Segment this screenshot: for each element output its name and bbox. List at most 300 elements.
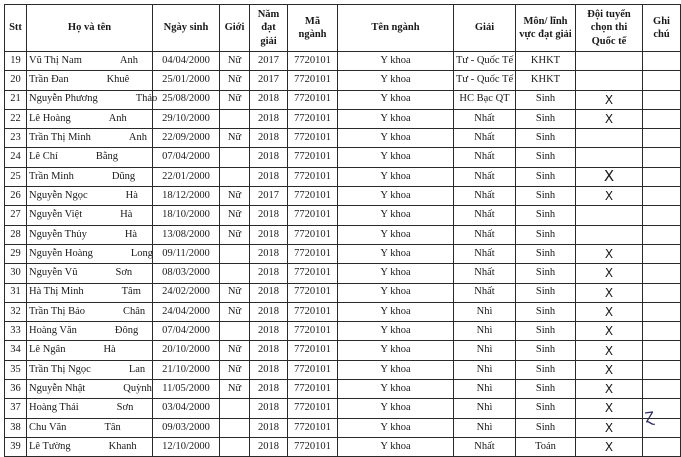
- cell-ma-nganh: 7720101: [288, 283, 338, 302]
- table-row: [5, 52, 681, 71]
- cell-giai: Nhất: [454, 225, 516, 244]
- cell-ten-nganh: Y khoa: [338, 437, 454, 456]
- cell-ten-nganh: Y khoa: [338, 167, 454, 186]
- header-doi-tuyen: Đội tuyển chọn thi Quốc tế: [576, 5, 643, 52]
- ten: Thảo: [135, 93, 158, 105]
- cell-doi-tuyen: X: [576, 341, 643, 360]
- header-giai: Giải: [454, 5, 516, 52]
- cell-ghi-chu: [643, 225, 681, 244]
- cell-gioi: [220, 244, 250, 263]
- cell-stt: 35: [5, 360, 27, 379]
- cell-nam: 2018: [250, 437, 288, 456]
- cell-nam: 2018: [250, 129, 288, 148]
- ho-dem: Lê Tường: [29, 440, 71, 452]
- ten: Hà: [124, 228, 138, 240]
- cell-ten-nganh: Y khoa: [338, 109, 454, 128]
- ten: Hà: [103, 344, 116, 356]
- cell-nam: 2018: [250, 341, 288, 360]
- cell-ngay-sinh: 24/02/2000: [153, 283, 220, 302]
- table-row: [5, 264, 681, 283]
- cell-ten-nganh: Y khoa: [338, 244, 454, 263]
- cell-ma-nganh: 7720101: [288, 322, 338, 341]
- table-row: [5, 206, 681, 225]
- cell-mon: Sinh: [516, 187, 576, 206]
- cell-ma-nganh: 7720101: [288, 399, 338, 418]
- table-row: [5, 225, 681, 244]
- cell-nam: 2018: [250, 167, 288, 186]
- cell-doi-tuyen: X: [576, 264, 643, 283]
- cell-ho-ten: [27, 341, 153, 360]
- ten: Anh: [108, 112, 127, 124]
- cell-gioi: Nữ: [220, 380, 250, 399]
- cell-mon: Sinh: [516, 206, 576, 225]
- cell-stt: 32: [5, 302, 27, 321]
- cell-ten-nganh: Y khoa: [338, 418, 454, 437]
- cell-gioi: [220, 148, 250, 167]
- cell-ten-nganh: Y khoa: [338, 71, 454, 90]
- cell-ghi-chu: [643, 90, 681, 109]
- table-row: [5, 109, 681, 128]
- ten: Sơn: [115, 267, 133, 279]
- table-row: [5, 322, 681, 341]
- cell-mon: Sinh: [516, 341, 576, 360]
- cell-ten-nganh: Y khoa: [338, 264, 454, 283]
- cell-ho-ten: [27, 380, 153, 399]
- cell-gioi: Nữ: [220, 283, 250, 302]
- cell-nam: 2018: [250, 264, 288, 283]
- cell-ma-nganh: 7720101: [288, 418, 338, 437]
- cell-giai: Tư - Quốc Tế: [454, 71, 516, 90]
- cell-stt: 22: [5, 109, 27, 128]
- table-row: [5, 341, 681, 360]
- page-mark-handwritten: Ɀ: [643, 409, 656, 427]
- cell-doi-tuyen: [576, 148, 643, 167]
- ho-dem: Trần Thị Minh: [29, 132, 91, 144]
- cell-nam: 2018: [250, 380, 288, 399]
- cell-ma-nganh: 7720101: [288, 148, 338, 167]
- cell-doi-tuyen: [576, 129, 643, 148]
- cell-nam: 2018: [250, 418, 288, 437]
- cell-stt: 38: [5, 418, 27, 437]
- cell-ma-nganh: 7720101: [288, 302, 338, 321]
- cell-gioi: Nữ: [220, 71, 250, 90]
- cell-gioi: [220, 322, 250, 341]
- cell-ho-ten: [27, 283, 153, 302]
- ten: Anh: [128, 132, 147, 144]
- cell-doi-tuyen: [576, 225, 643, 244]
- header-gioi: Giới: [220, 5, 250, 52]
- cell-doi-tuyen: X: [576, 399, 643, 418]
- ten: Đông: [114, 325, 139, 337]
- table-row: [5, 399, 681, 418]
- table-row: [5, 360, 681, 379]
- cell-mon: Sinh: [516, 399, 576, 418]
- table-row: [5, 437, 681, 456]
- cell-nam: 2018: [250, 148, 288, 167]
- cell-gioi: [220, 167, 250, 186]
- table-body: [5, 52, 681, 457]
- cell-doi-tuyen: X: [576, 283, 643, 302]
- cell-ngay-sinh: 13/08/2000: [153, 225, 220, 244]
- cell-ten-nganh: Y khoa: [338, 129, 454, 148]
- table-row: [5, 167, 681, 186]
- cell-mon: Sinh: [516, 418, 576, 437]
- table-row: [5, 71, 681, 90]
- cell-ghi-chu: [643, 437, 681, 456]
- table-row: [5, 90, 681, 109]
- cell-mon: Sinh: [516, 322, 576, 341]
- ten: Khanh: [108, 440, 137, 452]
- cell-ho-ten: [27, 225, 153, 244]
- cell-ho-ten: [27, 322, 153, 341]
- cell-nam: 2017: [250, 187, 288, 206]
- cell-giai: Nhì: [454, 380, 516, 399]
- cell-ngay-sinh: 08/03/2000: [153, 264, 220, 283]
- cell-ma-nganh: 7720101: [288, 264, 338, 283]
- cell-ngay-sinh: 12/10/2000: [153, 437, 220, 456]
- ten: Bằng: [95, 151, 119, 163]
- cell-ten-nganh: Y khoa: [338, 206, 454, 225]
- cell-ghi-chu: [643, 206, 681, 225]
- cell-ngay-sinh: 09/11/2000: [153, 244, 220, 263]
- cell-gioi: [220, 264, 250, 283]
- cell-ho-ten: [27, 129, 153, 148]
- ho-dem: Hà Thị Minh: [29, 286, 84, 298]
- cell-nam: 2017: [250, 52, 288, 71]
- cell-ten-nganh: Y khoa: [338, 52, 454, 71]
- cell-ngay-sinh: 25/01/2000: [153, 71, 220, 90]
- cell-ho-ten: [27, 360, 153, 379]
- cell-giai: Nhất: [454, 283, 516, 302]
- cell-gioi: Nữ: [220, 187, 250, 206]
- cell-ho-ten: [27, 399, 153, 418]
- cell-nam: 2018: [250, 283, 288, 302]
- cell-ten-nganh: Y khoa: [338, 187, 454, 206]
- ho-dem: Nguyễn Nhật: [29, 382, 86, 394]
- cell-ghi-chu: [643, 148, 681, 167]
- ten: Tân: [104, 421, 121, 433]
- header-ten-nganh: Tên ngành: [338, 5, 454, 52]
- cell-ma-nganh: 7720101: [288, 341, 338, 360]
- ten: Dũng: [111, 170, 136, 182]
- cell-ma-nganh: 7720101: [288, 360, 338, 379]
- cell-ten-nganh: Y khoa: [338, 322, 454, 341]
- cell-doi-tuyen: X: [576, 302, 643, 321]
- cell-stt: 21: [5, 90, 27, 109]
- ho-dem: Nguyễn Ngọc: [29, 189, 88, 201]
- cell-ngay-sinh: 03/04/2000: [153, 399, 220, 418]
- cell-ho-ten: [27, 187, 153, 206]
- ho-dem: Lê Ngân: [29, 344, 66, 356]
- ho-dem: Nguyễn Phương: [29, 93, 98, 105]
- cell-mon: Sinh: [516, 244, 576, 263]
- cell-gioi: [220, 109, 250, 128]
- cell-mon: Sinh: [516, 148, 576, 167]
- cell-giai: Nhì: [454, 302, 516, 321]
- header-ghi-chu: Ghi chú: [643, 5, 681, 52]
- header-ma-nganh: Mã ngành: [288, 5, 338, 52]
- cell-nam: 2017: [250, 71, 288, 90]
- cell-ten-nganh: Y khoa: [338, 90, 454, 109]
- awards-table: [4, 4, 681, 457]
- cell-giai: Nhất: [454, 244, 516, 263]
- cell-ngay-sinh: 24/04/2000: [153, 302, 220, 321]
- cell-giai: Nhất: [454, 167, 516, 186]
- ho-dem: Nguyễn Hoàng: [29, 247, 93, 259]
- cell-doi-tuyen: [576, 71, 643, 90]
- cell-ngay-sinh: 22/01/2000: [153, 167, 220, 186]
- cell-mon: Sinh: [516, 380, 576, 399]
- cell-stt: 26: [5, 187, 27, 206]
- cell-ho-ten: [27, 52, 153, 71]
- cell-ma-nganh: 7720101: [288, 187, 338, 206]
- cell-nam: 2018: [250, 206, 288, 225]
- cell-ma-nganh: 7720101: [288, 206, 338, 225]
- cell-ho-ten: [27, 167, 153, 186]
- cell-giai: HC Bạc QT: [454, 90, 516, 109]
- table-row: [5, 244, 681, 263]
- cell-giai: Nhất: [454, 129, 516, 148]
- cell-ma-nganh: 7720101: [288, 380, 338, 399]
- ten: Khuê: [106, 74, 130, 86]
- header-ngay-sinh: Ngày sinh: [153, 5, 220, 52]
- cell-ho-ten: [27, 206, 153, 225]
- table-row: [5, 187, 681, 206]
- cell-giai: Nhất: [454, 187, 516, 206]
- cell-ghi-chu: [643, 71, 681, 90]
- cell-giai: Nhất: [454, 206, 516, 225]
- ten: Sơn: [116, 402, 134, 414]
- cell-gioi: [220, 437, 250, 456]
- ho-dem: Trần Thị Ngọc: [29, 363, 91, 375]
- ho-dem: Nguyễn Việt: [29, 209, 83, 221]
- cell-ghi-chu: [643, 167, 681, 186]
- cell-gioi: [220, 418, 250, 437]
- cell-mon: KHKT: [516, 52, 576, 71]
- cell-gioi: [220, 399, 250, 418]
- cell-mon: Sinh: [516, 90, 576, 109]
- cell-ghi-chu: [643, 322, 681, 341]
- cell-mon: Sinh: [516, 167, 576, 186]
- ho-dem: Nguyễn Vũ: [29, 267, 78, 279]
- cell-mon: Sinh: [516, 109, 576, 128]
- cell-ghi-chu: [643, 380, 681, 399]
- ho-dem: Trần Minh: [29, 170, 74, 182]
- cell-ghi-chu: [643, 129, 681, 148]
- cell-gioi: Nữ: [220, 302, 250, 321]
- cell-ten-nganh: Y khoa: [338, 148, 454, 167]
- cell-giai: Nhì: [454, 322, 516, 341]
- cell-ngay-sinh: 20/10/2000: [153, 341, 220, 360]
- cell-ten-nganh: Y khoa: [338, 341, 454, 360]
- cell-ma-nganh: 7720101: [288, 167, 338, 186]
- cell-ma-nganh: 7720101: [288, 52, 338, 71]
- cell-ngay-sinh: 11/05/2000: [153, 380, 220, 399]
- cell-ten-nganh: Y khoa: [338, 283, 454, 302]
- ten: Hà: [125, 189, 138, 201]
- cell-ma-nganh: 7720101: [288, 437, 338, 456]
- cell-gioi: Nữ: [220, 341, 250, 360]
- ho-dem: Hoàng Văn: [29, 325, 77, 337]
- cell-ma-nganh: 7720101: [288, 71, 338, 90]
- cell-ghi-chu: [643, 360, 681, 379]
- cell-doi-tuyen: [576, 206, 643, 225]
- cell-ghi-chu: [643, 341, 681, 360]
- cell-ngay-sinh: 07/04/2000: [153, 322, 220, 341]
- cell-ngay-sinh: 25/08/2000: [153, 90, 220, 109]
- cell-ngay-sinh: 22/09/2000: [153, 129, 220, 148]
- cell-ten-nganh: Y khoa: [338, 302, 454, 321]
- cell-ho-ten: [27, 148, 153, 167]
- cell-nam: 2018: [250, 109, 288, 128]
- table-row: [5, 283, 681, 302]
- cell-gioi: Nữ: [220, 129, 250, 148]
- cell-giai: Nhất: [454, 264, 516, 283]
- cell-stt: 29: [5, 244, 27, 263]
- cell-ngay-sinh: 18/12/2000: [153, 187, 220, 206]
- ho-dem: Hoàng Thái: [29, 402, 79, 414]
- cell-giai: Nhì: [454, 418, 516, 437]
- ten: Tâm: [121, 286, 141, 298]
- cell-nam: 2018: [250, 399, 288, 418]
- cell-giai: Nhì: [454, 399, 516, 418]
- cell-ho-ten: [27, 90, 158, 109]
- cell-stt: 33: [5, 322, 27, 341]
- header-nam-dat-giai: Năm đạt giải: [250, 5, 288, 52]
- cell-ngay-sinh: 07/04/2000: [153, 148, 220, 167]
- cell-ngay-sinh: 21/10/2000: [153, 360, 220, 379]
- cell-nam: 2018: [250, 225, 288, 244]
- table-row: [5, 148, 681, 167]
- cell-stt: 19: [5, 52, 27, 71]
- cell-ten-nganh: Y khoa: [338, 225, 454, 244]
- cell-mon: Sinh: [516, 129, 576, 148]
- cell-ngay-sinh: 09/03/2000: [153, 418, 220, 437]
- cell-mon: Toán: [516, 437, 576, 456]
- cell-ngay-sinh: 29/10/2000: [153, 109, 220, 128]
- table-row: [5, 129, 681, 148]
- cell-doi-tuyen: X: [576, 109, 643, 128]
- cell-ghi-chu: [643, 283, 681, 302]
- cell-stt: 25: [5, 167, 27, 186]
- cell-gioi: Nữ: [220, 52, 250, 71]
- ho-dem: Trần Thị Bảo: [29, 305, 86, 317]
- cell-mon: Sinh: [516, 302, 576, 321]
- ten: Hà: [120, 209, 133, 221]
- cell-doi-tuyen: X: [576, 90, 643, 109]
- cell-mon: Sinh: [516, 360, 576, 379]
- cell-doi-tuyen: X: [576, 418, 643, 437]
- cell-giai: Nhất: [454, 109, 516, 128]
- ten: Anh: [119, 54, 138, 66]
- cell-ten-nganh: Y khoa: [338, 380, 454, 399]
- cell-doi-tuyen: X: [576, 360, 643, 379]
- cell-doi-tuyen: X: [576, 437, 643, 456]
- cell-giai: Nhì: [454, 360, 516, 379]
- cell-stt: 34: [5, 341, 27, 360]
- cell-stt: 20: [5, 71, 27, 90]
- cell-gioi: Nữ: [220, 90, 250, 109]
- cell-ho-ten: [27, 264, 153, 283]
- cell-ghi-chu: [643, 187, 681, 206]
- ten: Lan: [128, 363, 146, 375]
- cell-gioi: Nữ: [220, 206, 250, 225]
- cell-stt: 37: [5, 399, 27, 418]
- cell-ma-nganh: 7720101: [288, 90, 338, 109]
- cell-gioi: Nữ: [220, 225, 250, 244]
- header-ho-ten: Họ và tên: [27, 5, 153, 52]
- cell-ghi-chu: [643, 302, 681, 321]
- ho-dem: Trần Đan: [29, 74, 69, 86]
- cell-doi-tuyen: X: [576, 187, 643, 206]
- cell-doi-tuyen: X: [576, 322, 643, 341]
- cell-nam: 2018: [250, 360, 288, 379]
- ten: Chân: [123, 305, 146, 317]
- cell-doi-tuyen: [576, 52, 643, 71]
- cell-ma-nganh: 7720101: [288, 129, 338, 148]
- cell-ho-ten: [27, 437, 153, 456]
- ho-dem: Chu Văn: [29, 421, 67, 433]
- cell-stt: 28: [5, 225, 27, 244]
- ho-dem: Nguyễn Thủy: [29, 228, 87, 240]
- cell-stt: 30: [5, 264, 27, 283]
- cell-ten-nganh: Y khoa: [338, 399, 454, 418]
- ten: Long: [130, 247, 154, 259]
- ho-dem: Lê Hoàng: [29, 112, 71, 124]
- cell-mon: Sinh: [516, 225, 576, 244]
- cell-ten-nganh: Y khoa: [338, 360, 454, 379]
- header-stt: Stt: [5, 5, 27, 52]
- cell-giai: Nhất: [454, 148, 516, 167]
- cell-giai: Tư - Quốc Tế: [454, 52, 516, 71]
- cell-mon: Sinh: [516, 283, 576, 302]
- cell-doi-tuyen: X: [576, 380, 643, 399]
- cell-ngay-sinh: 18/10/2000: [153, 206, 220, 225]
- ho-dem: Vũ Thị Nam: [29, 54, 82, 66]
- cell-gioi: Nữ: [220, 360, 250, 379]
- cell-ho-ten: [27, 71, 153, 90]
- cell-ghi-chu: [643, 109, 681, 128]
- cell-ma-nganh: 7720101: [288, 244, 338, 263]
- cell-ho-ten: [27, 302, 153, 321]
- cell-stt: 23: [5, 129, 27, 148]
- header-mon: Môn/ lĩnh vực đạt giải: [516, 5, 576, 52]
- cell-ho-ten: [27, 109, 153, 128]
- ten: Quỳnh: [123, 382, 152, 394]
- cell-nam: 2018: [250, 302, 288, 321]
- cell-ma-nganh: 7720101: [288, 109, 338, 128]
- cell-mon: Sinh: [516, 264, 576, 283]
- table-row: [5, 418, 681, 437]
- cell-stt: 27: [5, 206, 27, 225]
- cell-ho-ten: [27, 244, 153, 263]
- cell-mon: KHKT: [516, 71, 576, 90]
- table-row: [5, 380, 681, 399]
- cell-stt: 39: [5, 437, 27, 456]
- cell-ghi-chu: [643, 52, 681, 71]
- ho-dem: Lê Chí: [29, 151, 58, 163]
- cell-stt: 31: [5, 283, 27, 302]
- cell-ho-ten: [27, 418, 153, 437]
- cell-nam: 2018: [250, 90, 288, 109]
- cell-ghi-chu: [643, 244, 681, 263]
- cell-doi-tuyen: X: [576, 167, 643, 186]
- cell-ngay-sinh: 04/04/2000: [153, 52, 220, 71]
- cell-doi-tuyen: X: [576, 244, 643, 263]
- cell-ma-nganh: 7720101: [288, 225, 338, 244]
- cell-nam: 2018: [250, 244, 288, 263]
- cell-nam: 2018: [250, 322, 288, 341]
